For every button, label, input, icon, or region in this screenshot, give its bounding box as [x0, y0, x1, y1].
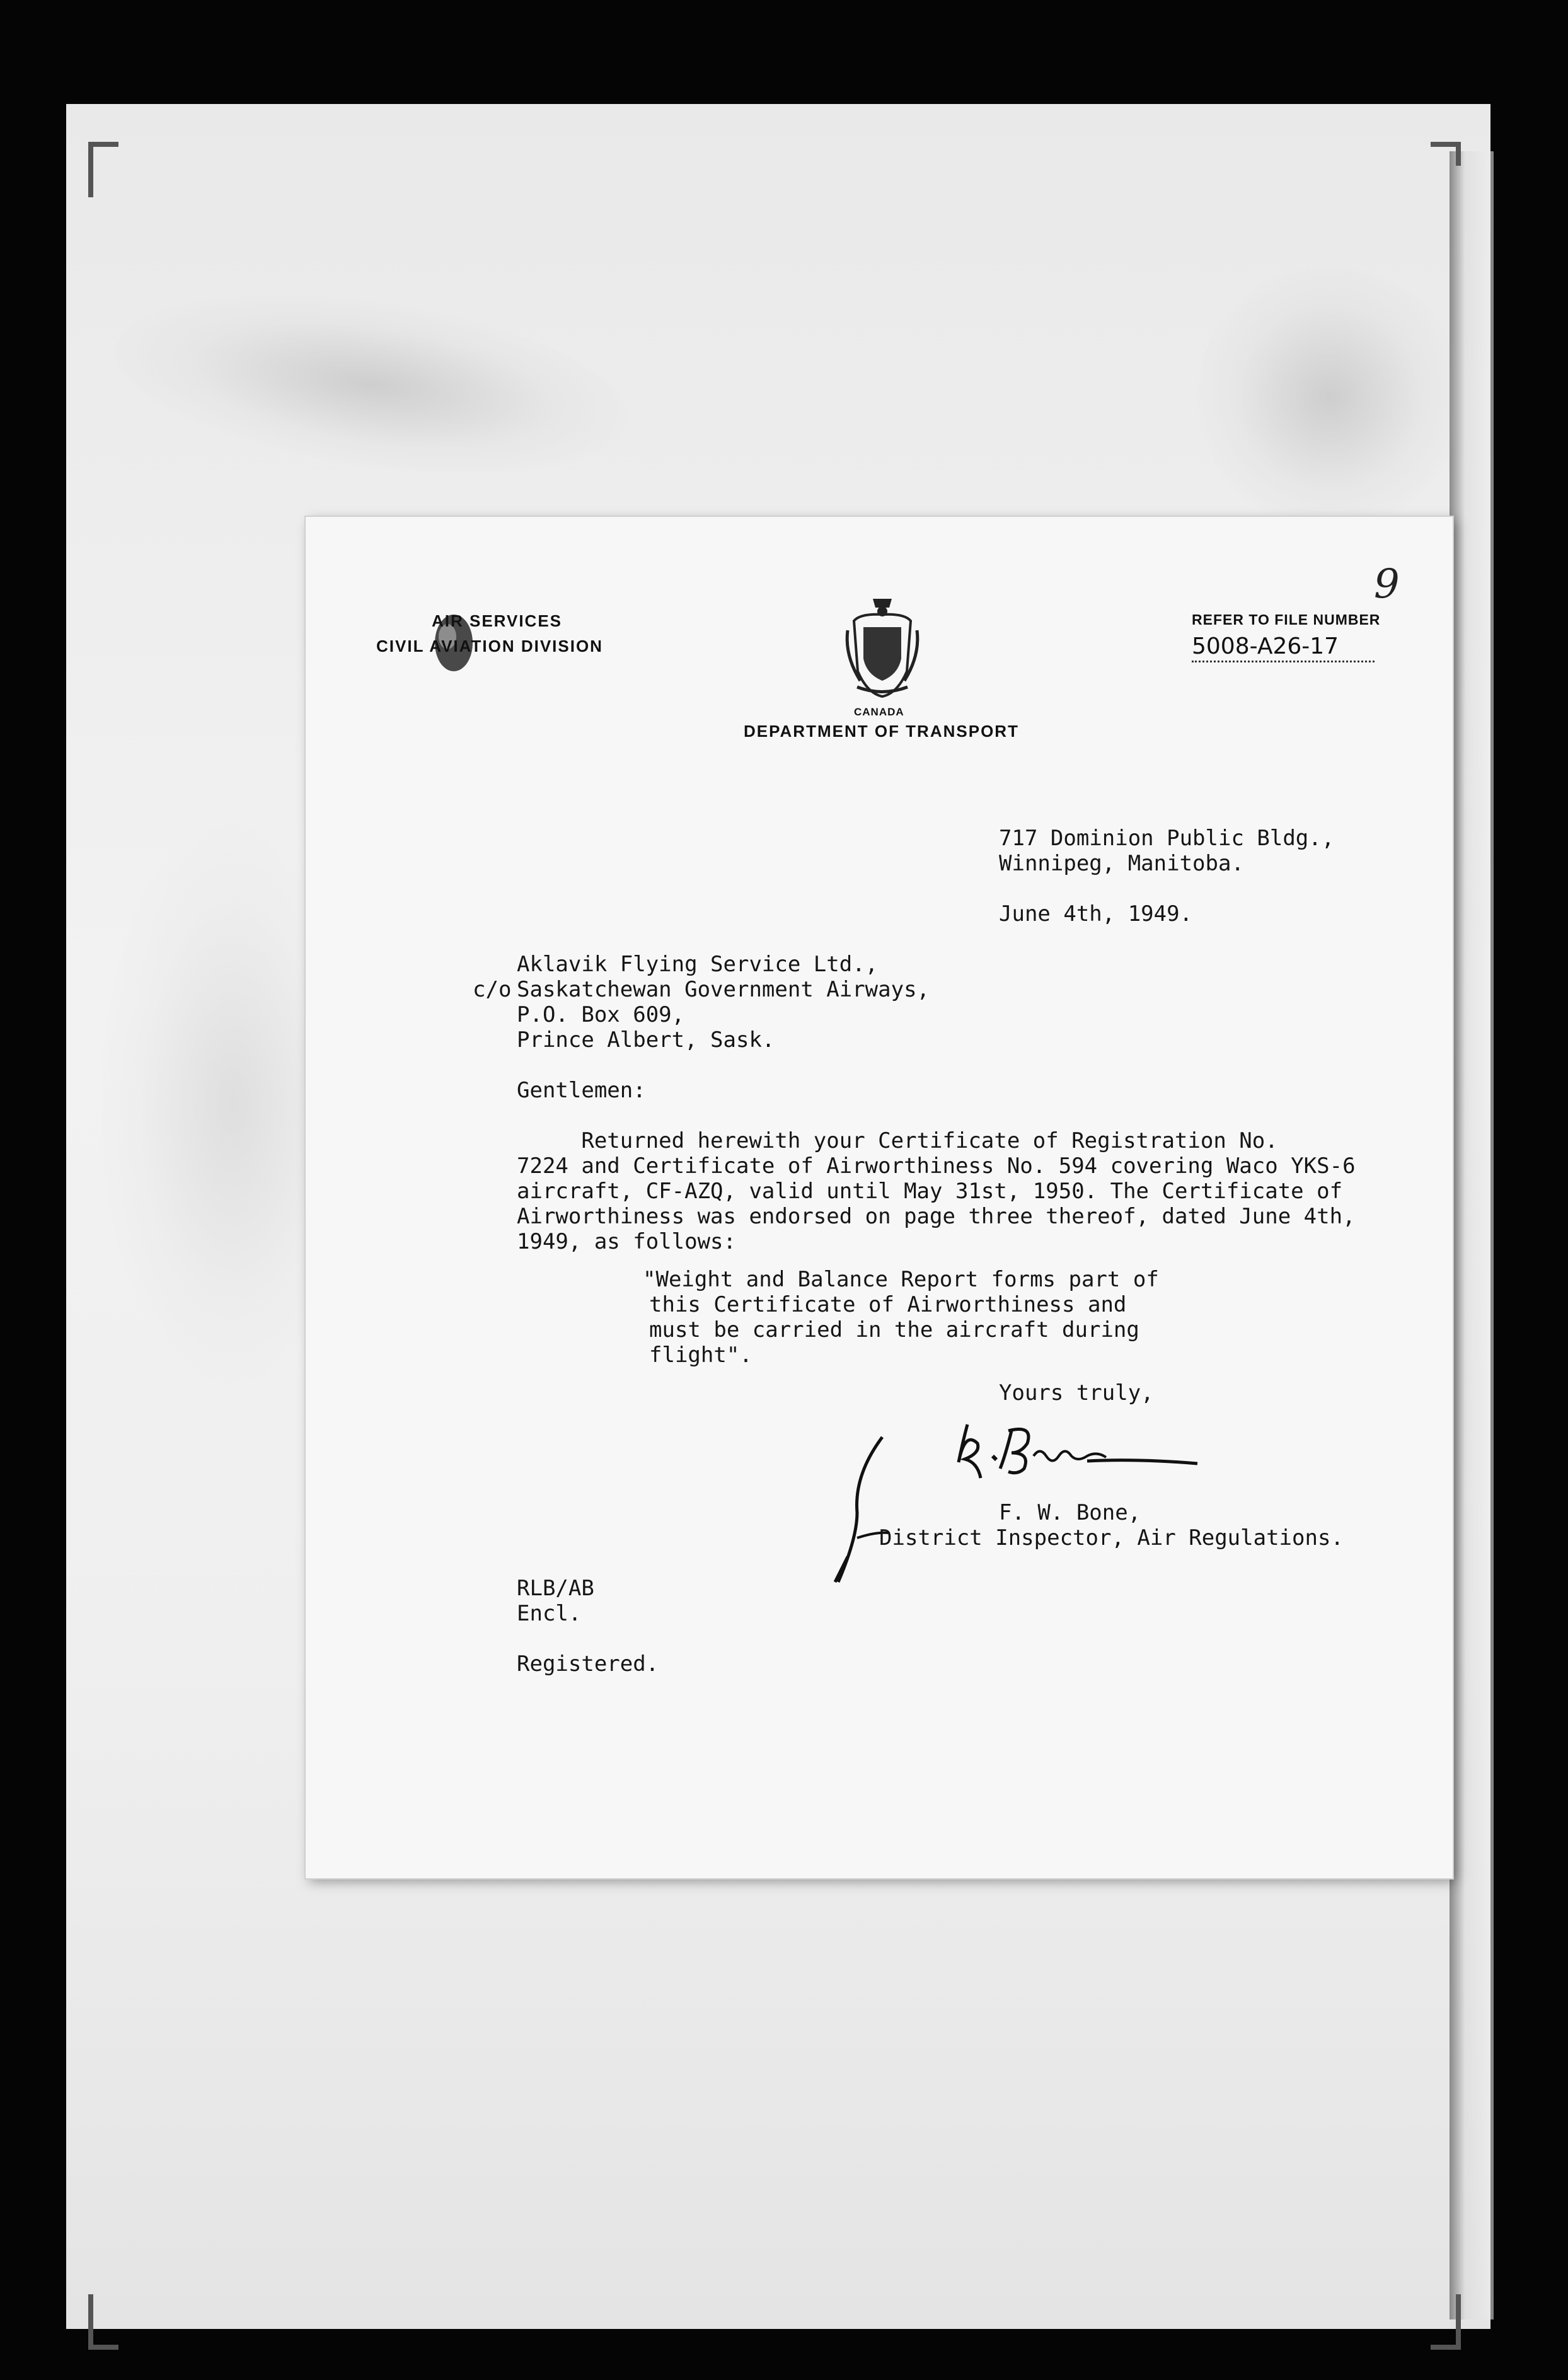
backing-edge — [1450, 151, 1494, 2319]
letter-date: June 4th, 1949. — [999, 901, 1193, 927]
coat-of-arms-icon — [845, 592, 920, 703]
quote-line: flight". — [649, 1343, 752, 1368]
enclosure-note: Encl. — [517, 1601, 582, 1626]
signatory-title: District Inspector, Air Regulations. — [879, 1525, 1344, 1551]
frame-corner-mark — [1431, 2294, 1461, 2350]
handwritten-signature — [759, 1412, 1213, 1595]
reference-initials: RLB/AB — [517, 1576, 594, 1601]
department-title: DEPARTMENT OF TRANSPORT — [744, 722, 1019, 741]
closing: Yours truly, — [999, 1380, 1154, 1406]
frame-corner-mark — [1431, 142, 1461, 166]
division-line-2: CIVIL AVIATION DIVISION — [376, 637, 603, 656]
recipient-line-1: Aklavik Flying Service Ltd., — [517, 952, 879, 977]
signatory-name: F. W. Bone, — [999, 1500, 1141, 1525]
quote-line: "Weight and Balance Report forms part of — [643, 1267, 1159, 1292]
body-line: Returned herewith your Certificate of Registration No. — [517, 1128, 1278, 1153]
sender-address-line-1: 717 Dominion Public Bldg., — [999, 826, 1335, 851]
body-line: 1949, as follows: — [517, 1229, 736, 1254]
letter-sheet — [306, 517, 1453, 1878]
frame-corner-mark — [88, 2294, 118, 2350]
country-label: CANADA — [854, 706, 904, 718]
sender-address-line-2: Winnipeg, Manitoba. — [999, 851, 1244, 876]
care-of-label: c/o — [473, 977, 512, 1002]
body-line: 7224 and Certificate of Airworthiness No. 594 covering Waco YKS-6 — [517, 1153, 1356, 1179]
quote-line: must be carried in the aircraft during — [649, 1317, 1139, 1343]
water-stain — [1197, 265, 1462, 529]
body-line: Airworthiness was endorsed on page three thereof, dated June 4th, — [517, 1204, 1356, 1229]
body-line: aircraft, CF-AZQ, valid until May 31st, 1950. The Certificate of — [517, 1179, 1343, 1204]
registered-note: Registered. — [517, 1651, 659, 1677]
file-number: 5008-A26-17 — [1192, 633, 1375, 662]
handwritten-page-number: 9 — [1374, 561, 1400, 608]
recipient-line-2: Saskatchewan Government Airways, — [517, 977, 930, 1002]
frame-corner-mark — [88, 142, 118, 197]
salutation: Gentlemen: — [517, 1078, 646, 1103]
recipient-line-3: P.O. Box 609, — [517, 1002, 685, 1027]
division-line-1: AIR SERVICES — [432, 611, 563, 630]
recipient-line-4: Prince Albert, Sask. — [517, 1027, 775, 1053]
refer-file-label: REFER TO FILE NUMBER — [1192, 611, 1381, 628]
quote-line: this Certificate of Airworthiness and — [649, 1292, 1127, 1317]
